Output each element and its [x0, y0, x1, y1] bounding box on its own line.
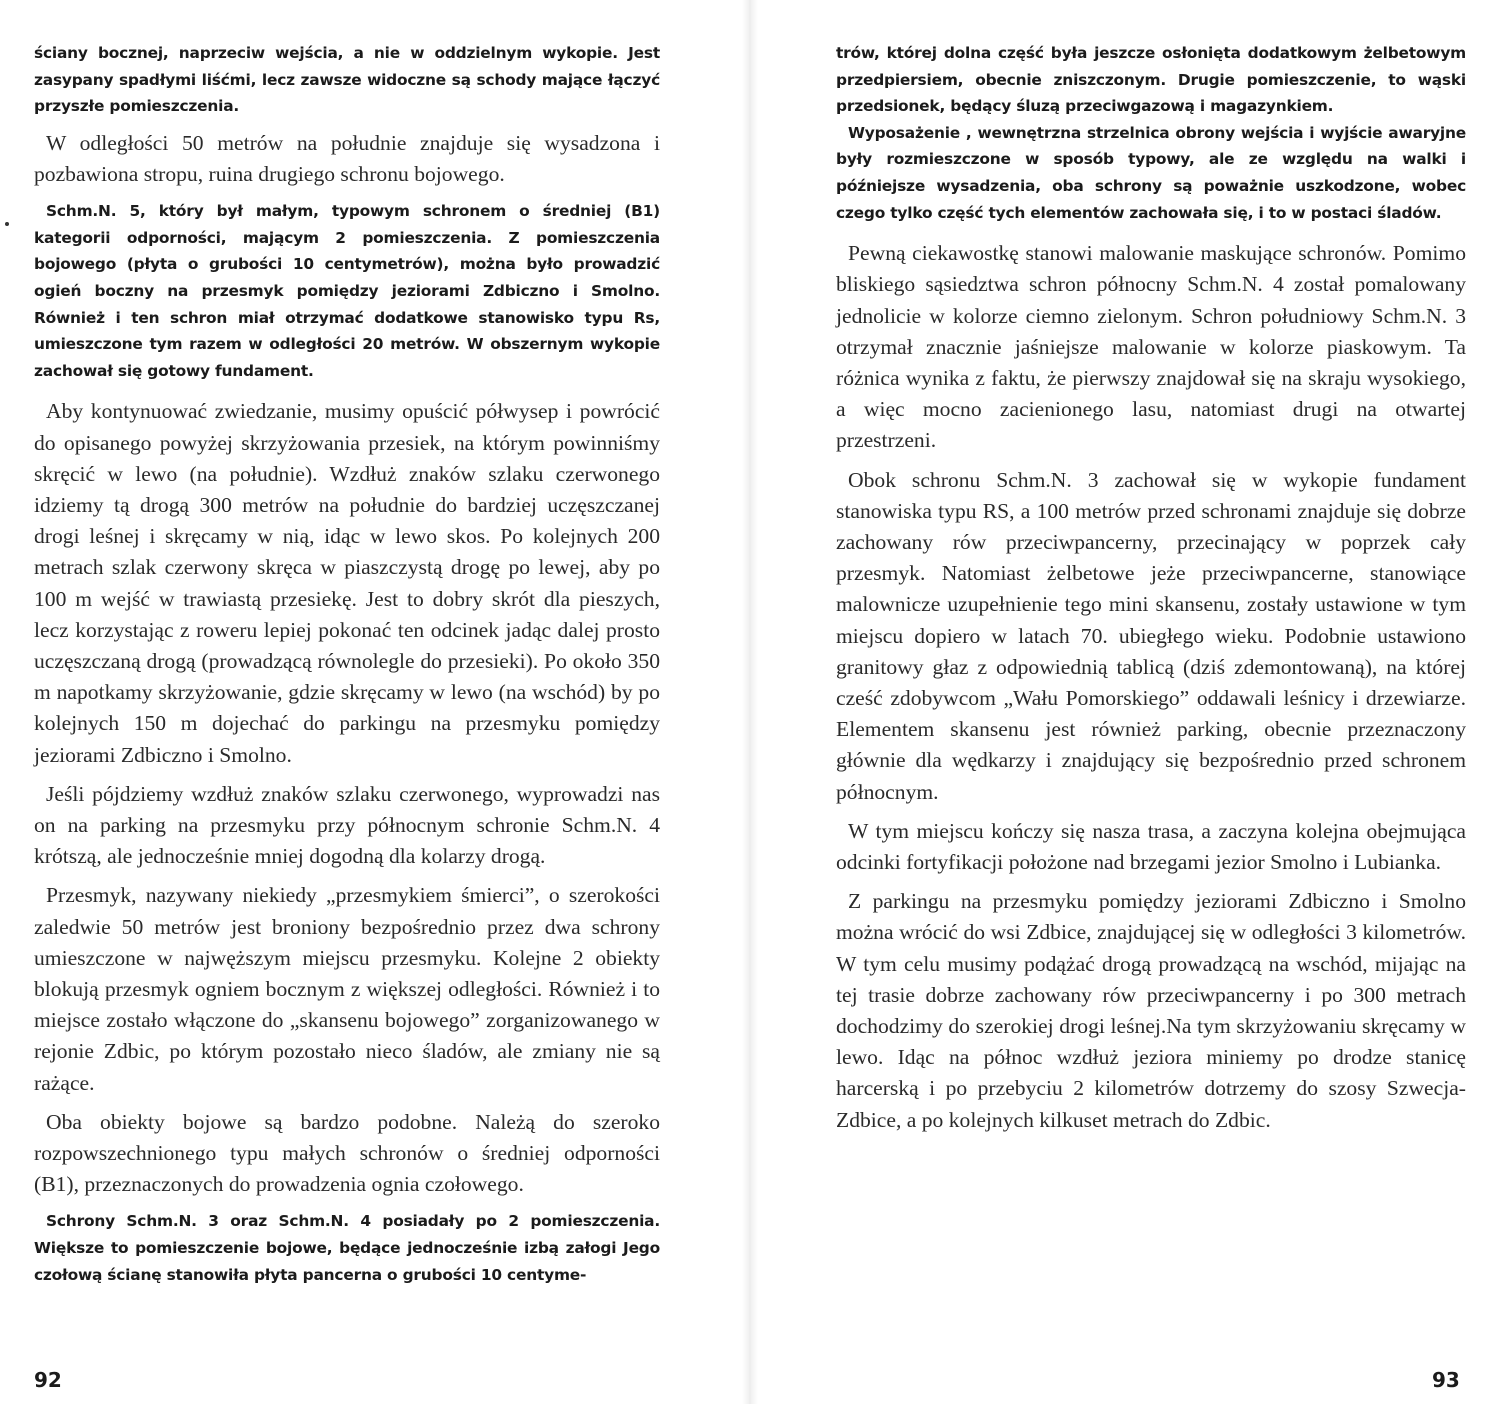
paragraph: Z parkingu na przesmyku pomiędzy jeziorami Zdbiczno i Smolno można wrócić do wsi Zdbice, znajdującej się w odległości 3 kilometrów. W tym celu musimy podążać drogą prowadzącą na wschód, mijając na tej trasie dobrze zachowany rów przeciwpancerny i po 300 metrach dochodzimy do szerokiej drogi leśnej.Na tym skrzyżowaniu skręcamy w lewo. Idąc na północ wzdłuż jeziora miniemy po drodze stanicę harcerską i po przebyciu 2 kilometrów dotrzemy do szosy Szwecja-Zdbice, a po kolejnych kilkuset metrach do Zdbic. — [836, 889, 1466, 1132]
paragraph: Schrony Schm.N. 3 oraz Schm.N. 4 posiadały po 2 pomieszczenia. Większe to pomieszczenie bojowe, będące jednocześnie izbą załogi Jego czołową ścianę stanowiła płyta pancerna o grubości 10 centyme- — [34, 1212, 660, 1284]
left-text-column — [34, 40, 660, 1288]
page-number: 93 — [1432, 1368, 1460, 1392]
paragraph: ściany bocznej, naprzeciw wejścia, a nie w oddzielnym wykopie. Jest zasypany spadłymi liśćmi, lecz zawsze widoczne są schody mające łączyć przyszłe pomieszczenia. — [34, 44, 660, 116]
paragraph: Schm.N. 5, który był małym, typowym schronem o średniej (B1) kategorii odporności, mającym 2 pomieszczenia. Z pomieszczenia bojowego (płyta o grubości 10 centymetrów), można było prowadzić ogień boczny na przesmyk pomiędzy jeziorami Zdbiczno i Smolno. Również i ten schron miał otrzymać dodatkowe stanowisko typu Rs, umieszczone tym razem w odległości 20 metrów. W obszernym wykopie zachował się gotowy fundament. — [34, 202, 660, 380]
paragraph: Aby kontynuować zwiedzanie, musimy opuścić półwysep i powrócić do opisanego powyżej skrzyżowania przesiek, na którym powinniśmy skręcić w lewo (na południe). Wzdłuż znaków szlaku czerwonego idziemy tą drogą 300 metrów na południe do bardziej uczęszczanej drogi leśnej i skręcamy w nią, idąc w lewo skos. Po kolejnych 200 metrach szlak czerwony skręca w piaszczystą drogę po lewej, aby po 100 m wejść w trawiastą przesiekę. Jest to dobry skrót dla pieszych, lecz korzystając z roweru lepiej pokonać ten odcinek jadąc dalej prosto uczęszczaną drogą (prowadzącą równolegle do przesieki). Po około 350 m napotkamy skrzyżowanie, gdzie skręcamy w lewo (na wschód) by po kolejnych 150 m dojechać do parkingu na przesmyku pomiędzy jeziorami Zdbiczno i Smolno. — [34, 399, 660, 767]
paragraph: Oba obiekty bojowe są bardzo podobne. Należą do szeroko rozpowszechnionego typu małych schronów o średniej odporności (B1), przeznaczonych do prowadzenia ognia czołowego. — [34, 1109, 660, 1197]
margin-dot — [5, 222, 9, 226]
paragraph: Przesmyk, nazywany niekiedy „przesmykiem śmierci”, o szerokości zaledwie 50 metrów jest broniony bezpośrednio przez dwa schrony umieszczone w najwęższym miejscu przesmyku. Kolejne 2 obiekty blokują przesmyk ogniem bocznym z większej odległości. Również i to miejsce zostało włączone do „skansenu bojowego” zorganizowanego w rejonie Zdbic, po którym pozostało nieco śladów, ale zmiany nie są rażące. — [34, 883, 660, 1095]
paragraph: Pewną ciekawostkę stanowi malowanie maskujące schronów. Pomimo bliskiego sąsiedztwa schron północny Schm.N. 4 został pomalowany jednolicie w kolorze ciemno zielonym. Schron południowy Schm.N. 3 otrzymał znacznie jaśniejsze malowanie w kolorze piaskowym. Ta różnica wynika z faktu, że pierwszy znajdował się na skraju wysokiego, a więc mocno zacienionego lasu, natomiast drugi na otwartej przestrzeni. — [836, 241, 1466, 453]
paragraph: Wyposażenie , wewnętrzna strzelnica obrony wejścia i wyjście awaryjne były rozmieszczone w sposób typowy, ale ze względu na walki i późniejsze wysadzenia, oba schrony są poważnie uszkodzone, wobec czego tylko część tych elementów zachowała się, i to w postaci śladów. — [836, 123, 1466, 222]
right-page — [750, 0, 1500, 1404]
right-text-column — [836, 40, 1466, 1136]
paragraph: Jeśli pójdziemy wzdłuż znaków szlaku czerwonego, wyprowadzi nas on na parking na przesmyku przy północnym schronie Schm.N. 4 krótszą, ale jednocześnie mniej dogodną dla kolarzy drogą. — [34, 781, 660, 869]
paragraph: Obok schronu Schm.N. 3 zachował się w wykopie fundament stanowiska typu RS, a 100 metrów przed schronami znajduje się dobrze zachowany rów przeciwpancerny, przecinający w poprzek cały przesmyk. Natomiast żelbetowe jeże przeciwpancerne, stanowiące malownicze uzupełnienie tego mini skansenu, zostały ustawione w tym miejscu dopiero w latach 70. ubiegłego wieku. Podobnie ustawiono granitowy głaz z odpowiednią tablicą (dziś zdemontowaną), na której cześć zdobywcom „Wału Pomorskiego” oddawali leśnicy i drzewiarze. Elementem skansenu jest również parking, obecnie przeznaczony głównie dla wędkarzy i znajdujący się bezpośrednio przed schronem północnym. — [836, 467, 1466, 804]
paragraph: W tym miejscu kończy się nasza trasa, a zaczyna kolejna obejmująca odcinki fortyfikacji położone nad brzegami jezior Smolno i Lubianka. — [836, 818, 1466, 875]
paragraph: trów, której dolna część była jeszcze osłonięta dodatkowym żelbetowym przedpiersiem, obecnie zniszczonym. Drugie pomieszczenie, to wąski przedsionek, będący śluzą przeciwgazową i magazynkiem. — [836, 44, 1466, 116]
page-number: 92 — [34, 1368, 62, 1392]
paragraph: W odległości 50 metrów na południe znajduje się wysadzona i pozbawiona stropu, ruina drugiego schronu bojowego. — [34, 130, 660, 186]
